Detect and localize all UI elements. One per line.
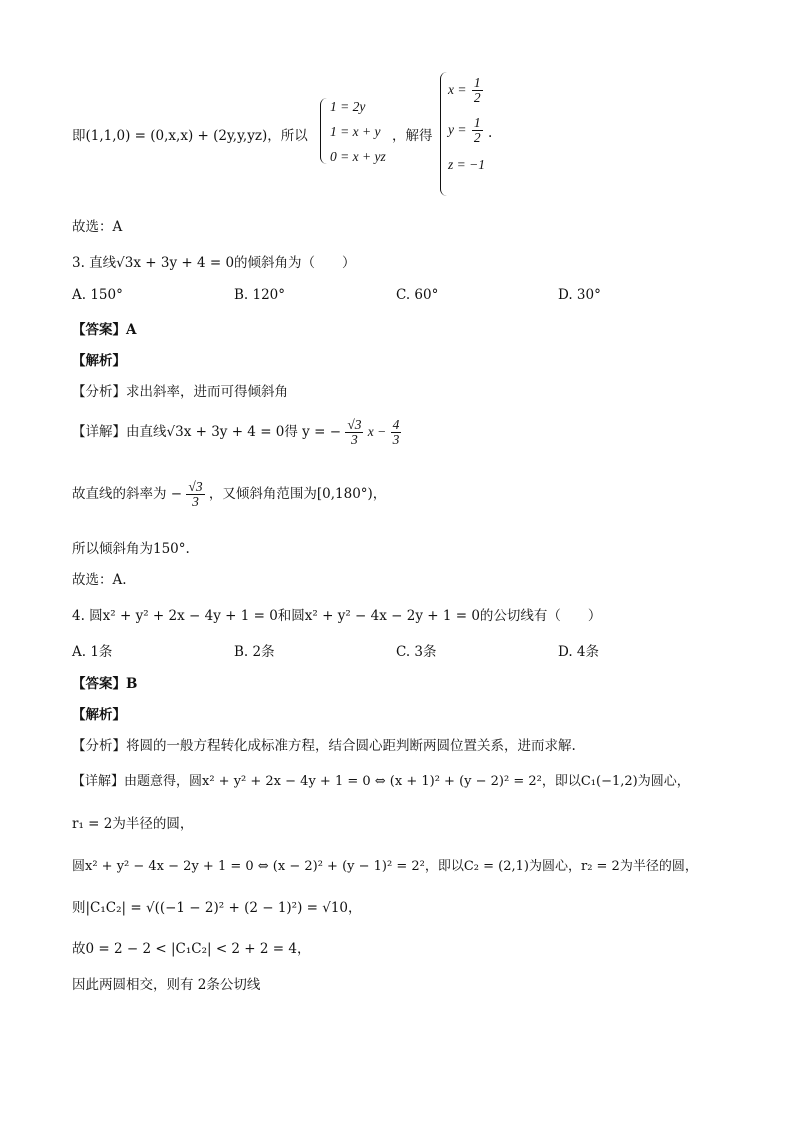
q4-analysis: 【分析】将圆的一般方程转化成标准方程，结合圆心距判断两圆位置关系，进而求解. xyxy=(72,738,576,754)
q4-answer: 【答案】B xyxy=(72,676,138,692)
q4-analysis-title: 【解析】 xyxy=(72,707,126,723)
q4-detail-4: 则|C₁C₂| = √((−1 − 2)² + (2 − 1)²) = √10， xyxy=(72,900,362,916)
solution-z: z = −1 xyxy=(448,157,485,172)
solution-period: . xyxy=(488,125,493,141)
q3-analysis-title: 【解析】 xyxy=(72,353,126,369)
solve-label: ，解得 xyxy=(392,128,433,144)
q3-conclusion: 所以倾斜角为150°. xyxy=(72,541,190,557)
q3-analysis: 【分析】求出斜率，进而可得倾斜角 xyxy=(72,384,288,400)
q4-stem: 4. 圆x² + y² + 2x − 4y + 1 = 0和圆x² + y² − 4x − 2y + 1 = 0的公切线有（ ） xyxy=(72,608,602,624)
q3-slope: 故直线的斜率为 − $\frac{√3}{3}$ ，又倾斜角范围为[0,180°)， xyxy=(72,479,387,510)
q3-option-c: C. 60° xyxy=(396,287,439,303)
q4-option-d: D. 4条 xyxy=(558,644,600,660)
q3-choice: 故选：A. xyxy=(72,572,127,588)
q3-detail: 【详解】由直线√3x + 3y + 4 = 0得 y = − $\frac{√3}{3}$ x − $\frac{4}{3}$ xyxy=(72,417,400,448)
q3-stem: 3. 直线√3x + 3y + 4 = 0的倾斜角为（ ） xyxy=(72,255,356,271)
q4-detail-3: 圆x² + y² − 4x − 2y + 1 = 0 ⇔ (x − 2)² + (y − 1)² = 2²，即以C₂ = (2,1)为圆心，r₂ = 2为半径的圆， xyxy=(72,859,698,874)
q3-option-b: B. 120° xyxy=(234,287,286,303)
q4-detail-6: 因此两圆相交，则有 2条公切线 xyxy=(72,977,261,993)
system-eq-1: 1 = 2y xyxy=(330,99,366,114)
q2-choice: 故选：A xyxy=(72,219,123,235)
q4-option-a: A. 1条 xyxy=(72,644,113,660)
q3-answer: 【答案】A xyxy=(72,322,137,338)
q4-detail-2: r₁ = 2为半径的圆， xyxy=(72,816,194,832)
system-brace xyxy=(320,98,327,164)
q4-detail-1: 【详解】由题意得，圆x² + y² + 2x − 4y + 1 = 0 ⇔ (x + 1)² + (y − 2)² = 2²，即以C₁(−1,2)为圆心， xyxy=(72,774,690,789)
q4-option-b: B. 2条 xyxy=(234,644,275,660)
system-eq-2: 1 = x + y xyxy=(330,124,381,139)
q4-detail-5: 故0 = 2 − 2 < |C₁C₂| < 2 + 2 = 4， xyxy=(72,941,311,957)
solution-y: y = $\frac{1}{2}$ xyxy=(448,115,481,146)
q3-option-a: A. 150° xyxy=(72,287,123,303)
solution-x: x = $\frac{1}{2}$ xyxy=(448,75,481,106)
q2-vector-equation: 即(1,1,0) = (0,x,x) + (2y,y,yz)，所以 xyxy=(72,128,308,144)
q3-option-d: D. 30° xyxy=(558,287,601,303)
solution-brace xyxy=(440,72,447,196)
system-eq-3: 0 = x + yz xyxy=(330,149,386,164)
q4-option-c: C. 3条 xyxy=(396,644,437,660)
